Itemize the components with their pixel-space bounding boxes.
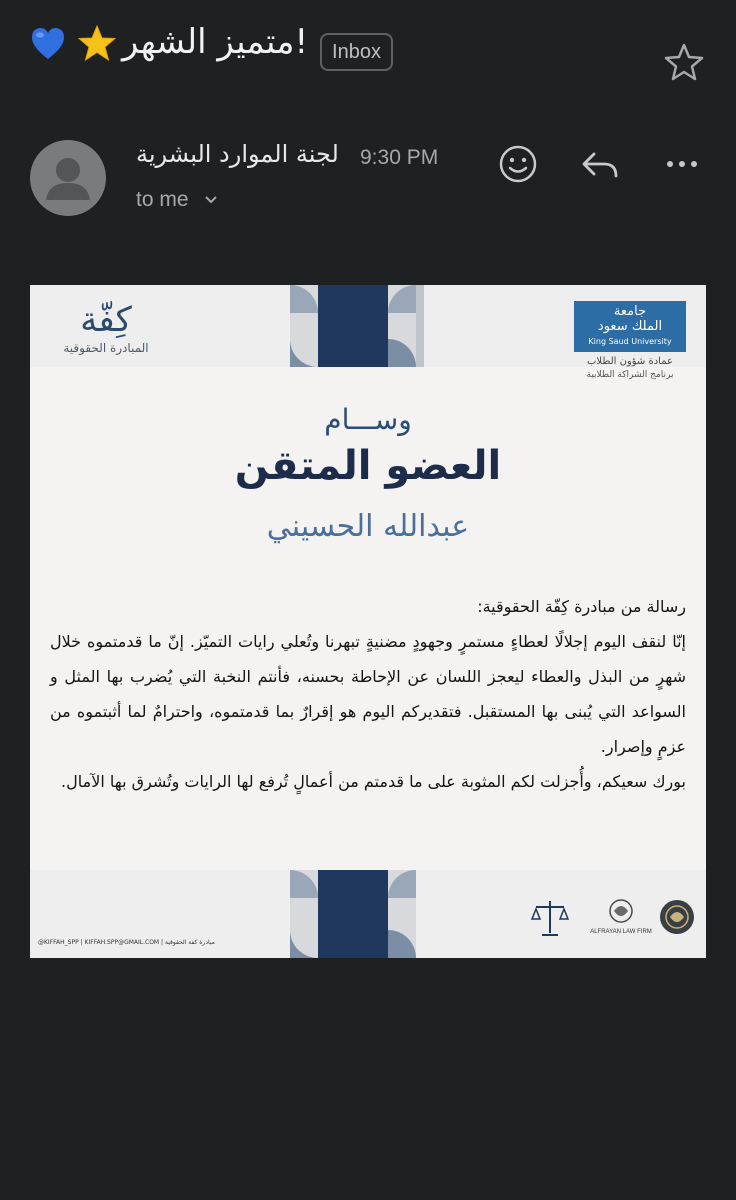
wisam-heading: وســـام	[324, 403, 412, 436]
star-emoji	[78, 24, 116, 62]
chevron-down-icon	[204, 195, 218, 205]
message-closing: بورك سعيكم، وأُجزلت لكم المثوبة على ما قدمتم من أعمالٍ تُرفع لها الرايات وتُشرق بها الآمال.	[61, 772, 686, 791]
alfrayan-emblem	[606, 897, 636, 925]
recipient-toggle[interactable]	[136, 188, 218, 212]
ksu-logo	[574, 301, 686, 380]
certificate-image	[30, 285, 706, 958]
message-greeting: رسالة من مبادرة كِفّة الحقوقية:	[477, 597, 686, 616]
recipient-label: to me	[136, 188, 189, 211]
message-body: إنّا لنقف اليوم إجلالًا لعطاءٍ مستمرٍ وجهودٍ مضنيةٍ تبهرنا وتُعلي رايات التميّز. إنّ ما قدمتموه خلال شهرٍ من البذل والعطاء ليعجز اللسان عن الإحاطة بحسنه، فأنتم النخبة التي يُضرب بها المثل و السواعد التي يُبنى بها المستقبل. فتقديركم اليوم هو إقرارٌ بما قدمتموه، واحترامٌ لما أثبتموه من عزمٍ وإصرار.	[50, 632, 686, 756]
blue-heart-emoji	[30, 26, 66, 62]
ksu-program: برنامج الشراكة الطلابية	[586, 370, 674, 380]
ksu-dept: عمادة شؤون الطلاب	[587, 356, 673, 367]
sender-name: لجنة الموارد البشرية	[136, 140, 339, 168]
recipient-name: عبدالله الحسيني	[266, 509, 470, 544]
ksu-logo-box	[574, 301, 686, 352]
scales-of-justice-logo	[530, 897, 570, 941]
reply-icon[interactable]	[578, 142, 622, 186]
certificate-message	[50, 589, 686, 799]
footer-contact: @KIFFAH_SPP | KIFFAH.SPP@GMAIL.COM | مبادرة كفة الحقوقية	[38, 939, 215, 946]
award-title: العضو المتقن	[234, 443, 502, 489]
top-decorative-band	[30, 285, 706, 380]
star-icon[interactable]	[662, 40, 706, 84]
alfrayan-logo	[588, 897, 654, 935]
inbox-label-badge[interactable]: Inbox	[320, 33, 393, 71]
alfrayan-name: ALFRAYAN LAW FIRM	[590, 929, 652, 935]
sender-avatar[interactable]	[30, 140, 106, 216]
more-options-icon[interactable]	[660, 142, 704, 186]
partner-emblem-logo	[658, 897, 696, 937]
email-subject: متميز الشهر!	[122, 22, 309, 62]
kiffah-logo	[56, 300, 156, 355]
kiffah-logo-subtitle: المبادرة الحقوقية	[63, 341, 149, 355]
emoji-reaction-icon[interactable]	[496, 142, 540, 186]
ksu-line2: الملك سعود	[597, 319, 663, 334]
ksu-line1: جامعة	[613, 304, 647, 319]
message-time: 9:30 PM	[360, 146, 439, 169]
person-icon	[30, 140, 106, 216]
ksu-line3: King Saud University	[588, 337, 672, 346]
kiffah-logo-title: كِفّة	[80, 300, 132, 340]
